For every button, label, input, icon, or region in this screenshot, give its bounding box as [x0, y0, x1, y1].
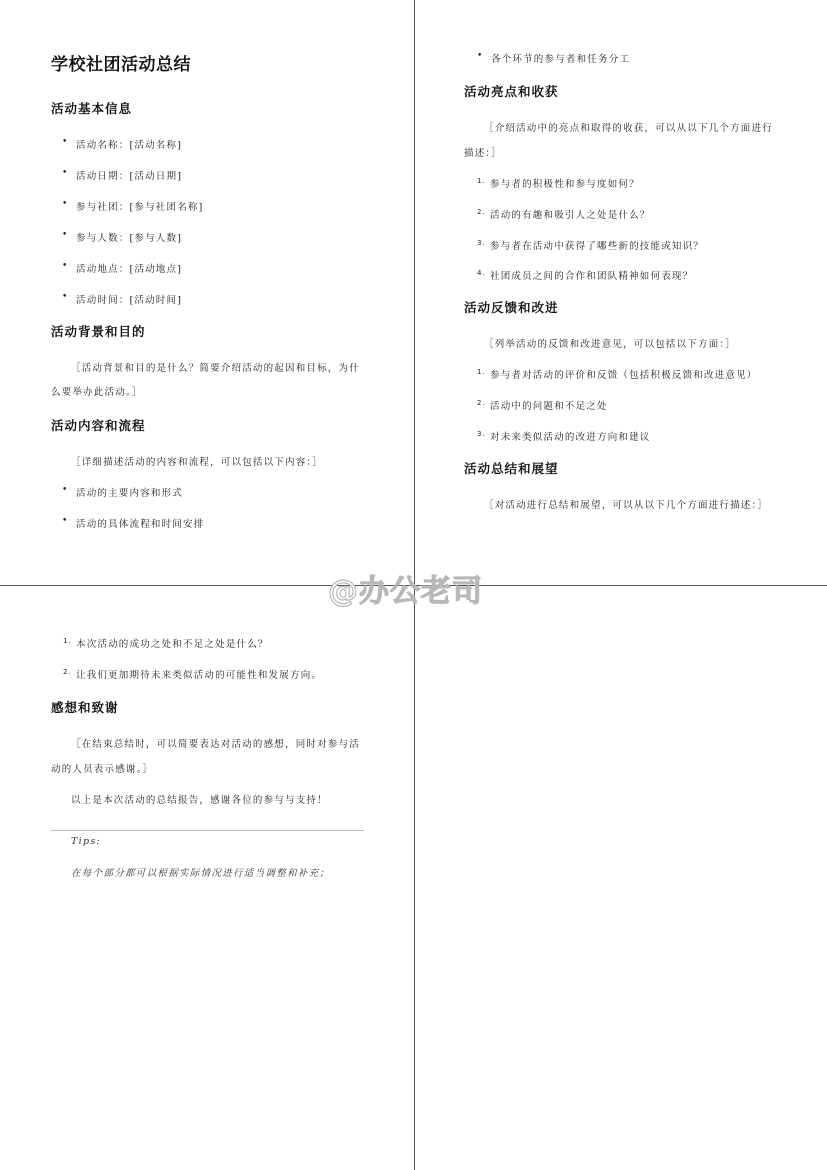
- bullet-icon: •: [62, 137, 69, 147]
- heading-feedback: 活动反馈和改进: [464, 300, 559, 315]
- heading-summary: 活动总结和展望: [464, 461, 559, 476]
- paragraph-line: ［详细描述活动的内容和流程，可以包括以下内容：］: [71, 457, 324, 468]
- paragraph-line: ［对活动进行总结和展望，可以从以下几个方面进行描述：］: [484, 500, 769, 511]
- document-page-1: [0, 0, 414, 585]
- heading-background: 活动背景和目的: [51, 324, 146, 339]
- list-item: 1. 参与者的积极性和参与度如何？: [477, 177, 640, 190]
- paragraph-line: 动的人员表示感谢。］: [51, 764, 154, 775]
- list-item: 3. 对未来类似活动的改进方向和建议: [477, 430, 651, 443]
- bullet-icon: •: [477, 51, 484, 61]
- bullet-icon: •: [62, 261, 69, 271]
- list-item: 4. 社团成员之间的合作和团队精神如何表现？: [477, 269, 694, 282]
- watermark: @办公老司: [328, 574, 483, 609]
- list-item: 1. 本次活动的成功之处和不足之处是什么？: [63, 637, 269, 650]
- heading-basic-info: 活动基本信息: [51, 101, 133, 116]
- list-item: 1. 参与者对活动的评价和反馈（包括积极反馈和改进意见）: [477, 368, 758, 381]
- divider-rule: [51, 830, 364, 831]
- bullet-icon: •: [62, 168, 69, 178]
- document-page-2: [415, 0, 827, 585]
- closing-line: 以上是本次活动的总结报告，感谢各位的参与与支持！: [71, 795, 328, 806]
- list-item: • 活动日期：[活动日期]: [62, 168, 183, 182]
- tips-text: 在每个部分都可以根据实际情况进行适当调整和补充；: [71, 868, 331, 879]
- list-item: 2. 让我们更加期待未来类似活动的可能性和发展方向。: [63, 668, 323, 681]
- list-item: 2. 活动的有趣和吸引人之处是什么？: [477, 208, 651, 221]
- heading-highlights: 活动亮点和收获: [464, 84, 559, 99]
- list-item: 3. 参与者在活动中获得了哪些新的技能或知识？: [477, 239, 705, 252]
- list-item: • 参与人数：[参与人数]: [62, 230, 183, 244]
- document-page-3: [0, 586, 414, 1170]
- list-item: • 活动名称：[活动名称]: [62, 137, 183, 151]
- list-item: • 各个环节的参与者和任务分工: [477, 51, 631, 65]
- paragraph-line: ［介绍活动中的亮点和取得的收获，可以从以下几个方面进行: [484, 123, 773, 134]
- paragraph-line: ［列举活动的反馈和改进意见，可以包括以下方面：］: [484, 339, 737, 350]
- paragraph-line: 么要举办此活动。］: [51, 387, 143, 398]
- heading-content: 活动内容和流程: [51, 418, 146, 433]
- list-item: • 参与社团：[参与社团名称]: [62, 199, 204, 213]
- list-item: • 活动时间：[活动时间]: [62, 292, 183, 306]
- document-title: 学校社团活动总结: [51, 55, 191, 75]
- list-item: • 活动的主要内容和形式: [62, 485, 184, 499]
- tips-label: Tips:: [71, 836, 102, 847]
- paragraph-line: ［在结束总结时，可以简要表达对活动的感想，同时对参与活: [71, 739, 360, 750]
- document-page-4: [415, 586, 827, 1170]
- list-item: 2. 活动中的问题和不足之处: [477, 399, 608, 412]
- bullet-icon: •: [62, 199, 69, 209]
- bullet-icon: •: [62, 485, 69, 495]
- paragraph-line: ［活动背景和目的是什么？简要介绍活动的起因和目标，为什: [71, 363, 360, 374]
- list-item: • 活动地点：[活动地点]: [62, 261, 183, 275]
- bullet-icon: •: [62, 292, 69, 302]
- heading-thanks: 感想和致谢: [51, 700, 119, 715]
- bullet-icon: •: [62, 516, 69, 526]
- list-item: • 活动的具体流程和时间安排: [62, 516, 205, 530]
- paragraph-line: 描述：］: [464, 148, 503, 159]
- bullet-icon: •: [62, 230, 69, 240]
